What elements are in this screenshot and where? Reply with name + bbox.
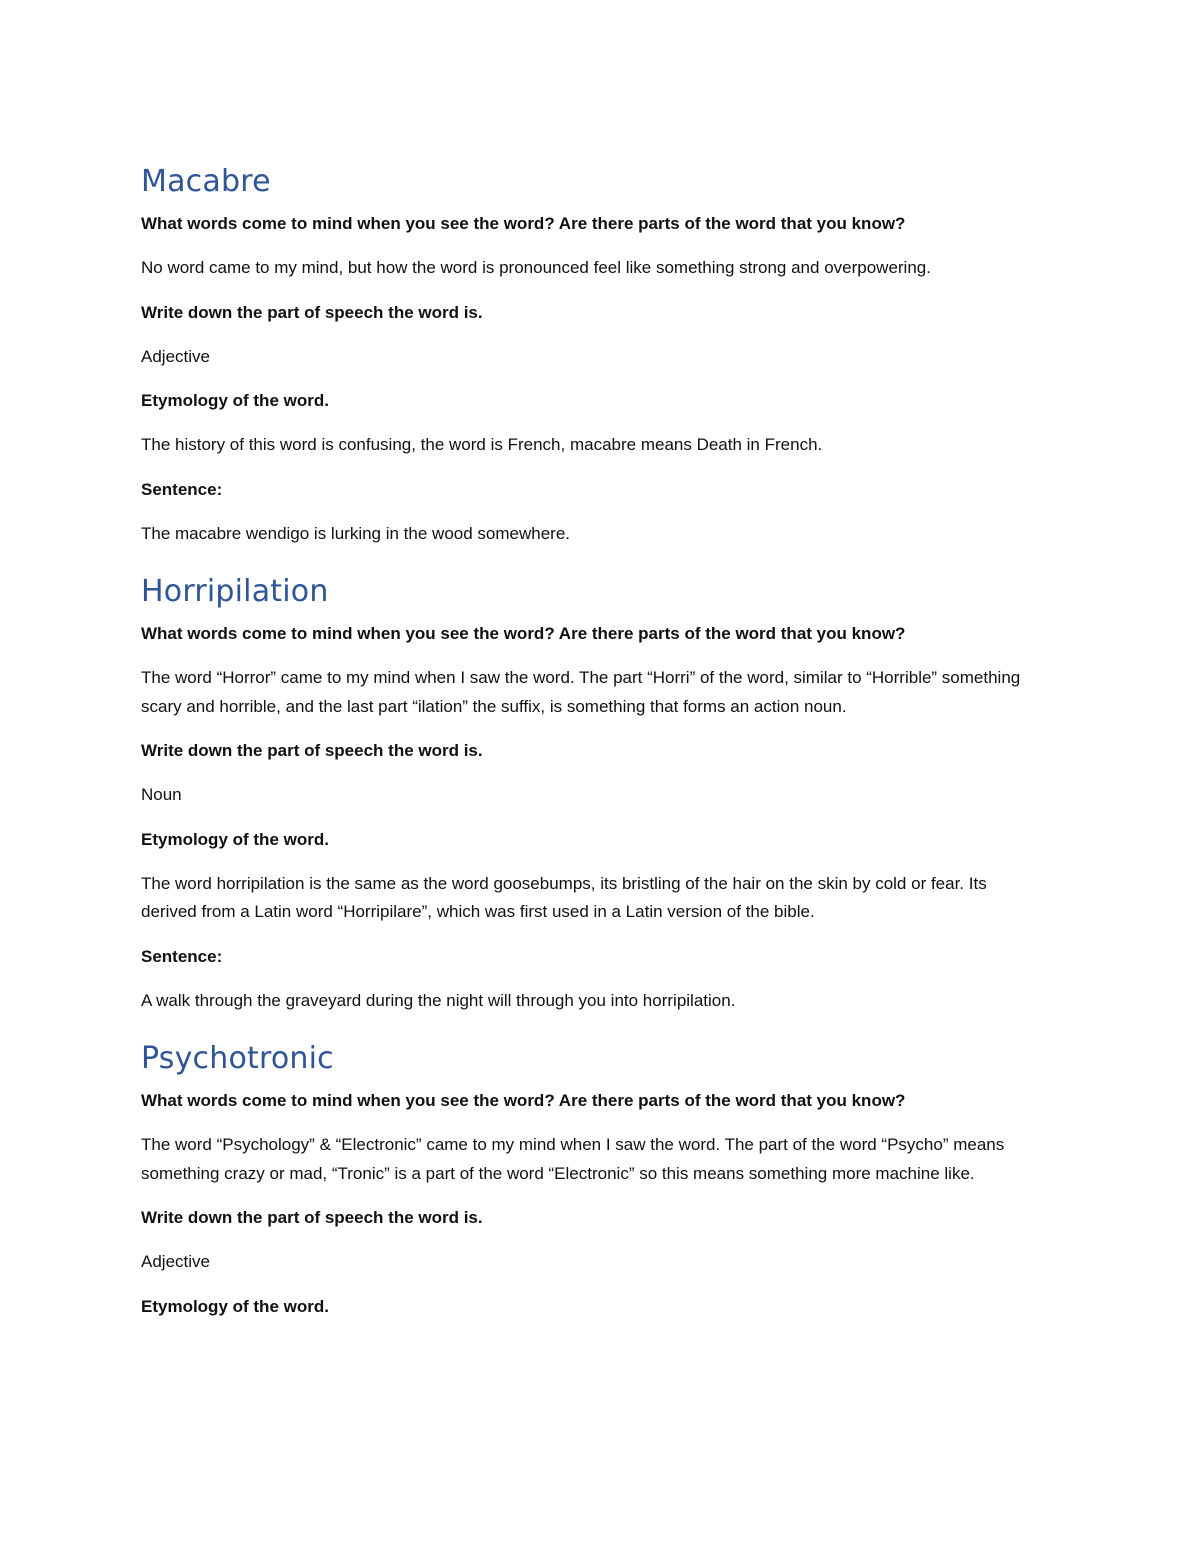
question-meaning: What words come to mind when you see the word? Are there parts of the word that you know?	[141, 214, 906, 233]
word-heading: Macabre	[141, 164, 271, 199]
answer-sentence: A walk through the graveyard during the night will through you into horripilation.	[141, 990, 736, 1010]
question-sentence: Sentence:	[141, 946, 223, 966]
answer-meaning: The word “Psychology” & “Electronic” came to my mind when I saw the word. The part of the word “Psycho” means something crazy or mad, “Tronic” is a part of the word “Electronic” so this means something more machine like.	[141, 1135, 1005, 1183]
question-etymology: Etymology of the word.	[141, 829, 329, 849]
answer-sentence: The macabre wendigo is lurking in the wood somewhere.	[141, 523, 571, 543]
question-part-of-speech: Write down the part of speech the word is.	[141, 741, 483, 760]
answer-meaning: The word “Horror” came to my mind when I saw the word. The part “Horri” of the word, similar to “Horrible” something scary and horrible, and the last part “ilation” the suffix, is something that forms an action noun.	[141, 668, 1021, 716]
answer-etymology: The history of this word is confusing, the word is French, macabre means Death in French.	[141, 435, 823, 454]
answer-part-of-speech: Noun	[141, 785, 182, 804]
question-part-of-speech: Write down the part of speech the word is.	[141, 1208, 483, 1227]
word-section-horripilation	[141, 570, 1061, 1015]
question-etymology: Etymology of the word.	[141, 1296, 329, 1316]
question-part-of-speech: Write down the part of speech the word is.	[141, 302, 483, 322]
word-heading: Horripilation	[141, 574, 329, 609]
word-section-macabre	[141, 160, 1061, 548]
answer-part-of-speech: Adjective	[141, 1252, 210, 1271]
word-heading: Psychotronic	[141, 1041, 334, 1076]
answer-meaning: No word came to my mind, but how the word is pronounced feel like something strong and overpowering.	[141, 258, 931, 277]
answer-etymology: The word horripilation is the same as the word goosebumps, its bristling of the hair on the skin by cold or fear. Its derived from a Latin word “Horripilare”, which was first used in a Latin version of the bible.	[141, 873, 987, 921]
answer-part-of-speech: Adjective	[141, 346, 210, 366]
document-page	[141, 160, 1061, 1337]
question-meaning: What words come to mind when you see the word? Are there parts of the word that you know?	[141, 624, 906, 643]
word-section-psychotronic	[141, 1037, 1061, 1321]
question-meaning: What words come to mind when you see the word? Are there parts of the word that you know?	[141, 1091, 906, 1110]
question-etymology: Etymology of the word.	[141, 391, 329, 410]
question-sentence: Sentence:	[141, 479, 223, 499]
